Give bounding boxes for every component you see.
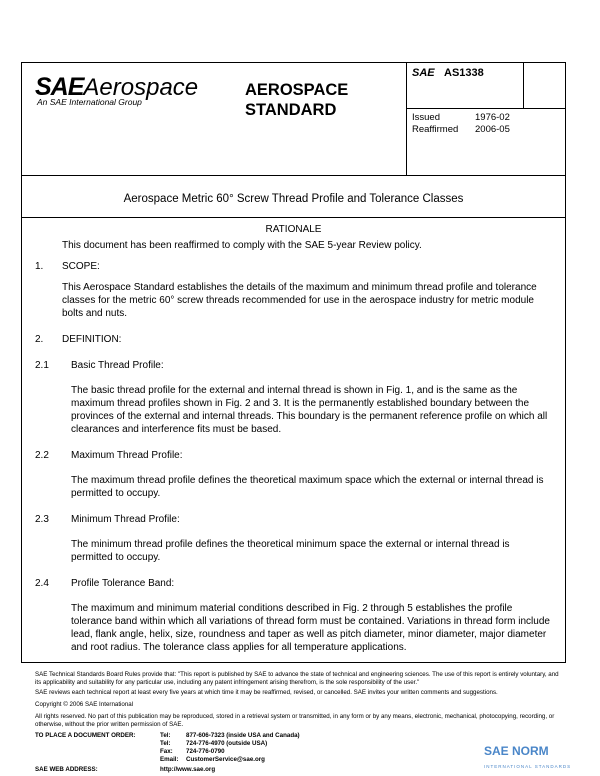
tel2-label: Tel:: [160, 740, 171, 747]
standard-type-line1: AEROSPACE: [245, 81, 349, 99]
section-paragraph: The basic thread profile for the external and internal thread is shown in Fig. 1, and is the same as the maximum thread profiles shown in Fig. 2 and 3. It is the permanently established boundary between the provinces of the external and internal threads. This boundary is the permanent reference profile on which all clearances and interference fits must be based.: [71, 385, 548, 435]
logo-aerospace-text: Aerospace: [83, 74, 199, 101]
email-value[interactable]: CustomerService@sae.org: [186, 756, 265, 763]
footer-rights: All rights reserved. No part of this publication may be reproduced, stored in a retrieval system or transmitted, in any form or by any means, electronic, mechanical, photocopying, recording, or otherwise, without the prior written permission of SAE.: [35, 713, 555, 728]
section-heading: Profile Tolerance Band:: [71, 578, 175, 589]
email-label: Email:: [160, 756, 179, 763]
issued-label: Issued: [412, 112, 440, 123]
document-number: AS1338: [444, 67, 484, 79]
standard-type-line2: STANDARD: [245, 101, 337, 119]
reaffirmed-label: Reaffirmed: [412, 124, 459, 135]
sae-norm-watermark-logo: [484, 742, 549, 760]
logo-subtitle: An SAE International Group: [37, 97, 142, 107]
logo-sae-text: SAE: [35, 73, 84, 101]
section-paragraph: The maximum thread profile defines the theoretical maximum space which the external or internal thread is permitted to occupy.: [71, 475, 544, 499]
footer-rules: SAE Technical Standards Board Rules provide that: "This report is published by SAE to advance the state of technical and engineering sciences. The use of this report is entirely voluntary, and its applicability and suitability for any particular use, including any patent infringement arising therefrom, is the sole responsibility of the user.": [35, 671, 559, 686]
footer-copyright: Copyright © 2006 SAE International: [35, 701, 134, 708]
order-label: TO PLACE A DOCUMENT ORDER:: [35, 732, 136, 739]
section-number: 2.4: [35, 578, 49, 589]
section-paragraph: The maximum and minimum material conditions described in Fig. 2 through 5 establishes the profile tolerance band within which all variations of thread form must be contained. Variations in thread form include lead, flank angle, helix, size, roundness and taper as well as pitch diameter, minor diameter, major diameter and root radius. The tolerance class applies for all temperature applications.: [71, 603, 550, 653]
section-heading: DEFINITION:: [62, 334, 122, 345]
web-label: SAE WEB ADDRESS:: [35, 766, 98, 773]
section-number: 2.3: [35, 514, 49, 525]
rationale-heading: RATIONALE: [265, 224, 322, 235]
tel2-value: 724-776-4970 (outside USA): [186, 740, 268, 747]
footer-review: SAE reviews each technical report at least every five years at which time it may be reaffirmed, revised, or cancelled. SAE invites your written comments and suggestions.: [35, 689, 498, 696]
fax-label: Fax:: [160, 748, 173, 755]
issued-date: 1976-02: [475, 112, 510, 123]
section-number: 2.1: [35, 360, 49, 371]
header-divider: [523, 62, 524, 109]
standard-type: [245, 80, 405, 120]
section-paragraph: This Aerospace Standard establishes the details of the maximum and minimum thread profile and tolerance classes for the metric 60° screw threads recommended for use in the aerospace industry for metric module bolts and nuts.: [62, 282, 537, 319]
section-number: 2.: [35, 334, 44, 345]
web-link[interactable]: http://www.sae.org: [160, 766, 216, 773]
section-heading: Minimum Thread Profile:: [71, 514, 180, 525]
section-number: 2.2: [35, 450, 49, 461]
brand-norm-text: SAE NORM: [484, 744, 549, 758]
doc-sae-logo: SAE: [412, 67, 435, 79]
document-title: Aerospace Metric 60° Screw Thread Profile and Tolerance Classes: [123, 193, 464, 205]
section-heading: Maximum Thread Profile:: [71, 450, 183, 461]
section-heading: SCOPE:: [62, 261, 100, 272]
section-number: 1.: [35, 261, 44, 272]
section-paragraph: The minimum thread profile defines the theoretical minimum space the external or internal thread is permitted to occupy.: [71, 539, 510, 563]
brand-subtitle: INTERNATIONAL STANDARDS: [484, 764, 572, 769]
reaffirmed-date: 2006-05: [475, 124, 510, 135]
tel-label: Tel:: [160, 732, 171, 739]
section-heading: Basic Thread Profile:: [71, 360, 164, 371]
header-divider: [406, 62, 407, 176]
header-divider: [406, 108, 566, 109]
rationale-text: This document has been reaffirmed to comply with the SAE 5-year Review policy.: [62, 240, 422, 251]
fax-value: 724-776-0790: [186, 748, 225, 755]
tel-value: 877-606-7323 (inside USA and Canada): [186, 732, 300, 739]
